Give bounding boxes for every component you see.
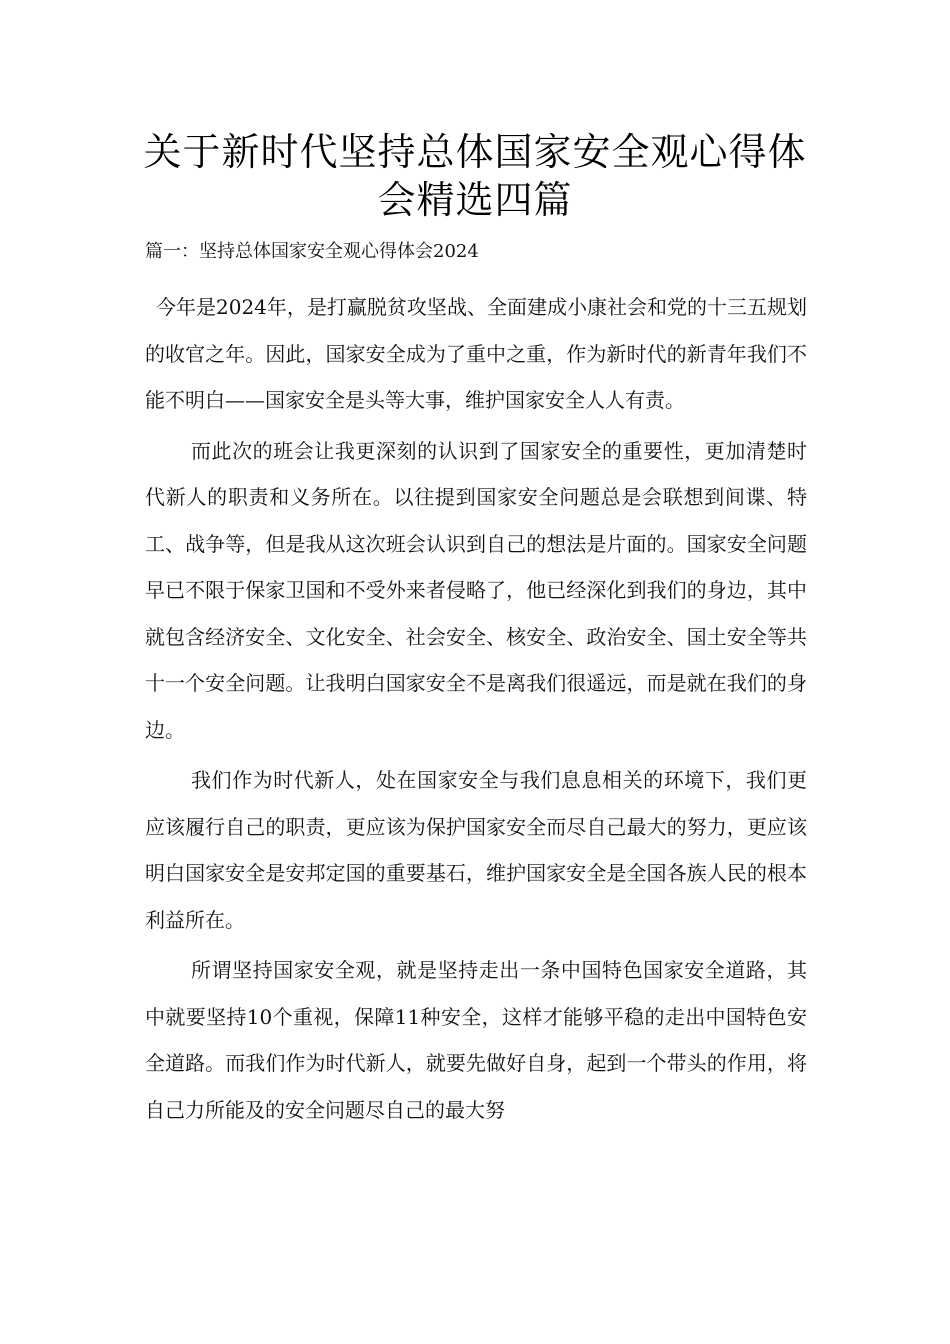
paragraph: 今年是2024年，是打赢脱贫攻坚战、全面建成小康社会和党的十三五规划的收官之年。因此，国家安全成为了重中之重，作为新时代的新青年我们不能不明白——国家安全是头等大事，维护国家安全人人有责。 <box>145 295 807 412</box>
paragraph: 而此次的班会让我更深刻的认识到了国家安全的重要性，更加清楚时代新人的职责和义务所在。以往提到国家安全问题总是会联想到间谍、特工、战争等，但是我从这次班会认识到自己的想法是片面的。国家安全问题早已不限于保家卫国和不受外来者侵略了，他已经深化到我们的身边，其中就包含经济安全、文化安全、社会安全、核安全、政治安全、国土安全等共十一个安全问题。让我明白国家安全不是离我们很遥远，而是就在我们的身边。 <box>145 438 807 742</box>
section-heading: 篇一：坚持总体国家安全观心得体会2024 <box>145 241 479 262</box>
paragraph: 所谓坚持国家安全观，就是坚持走出一条中国特色国家安全道路，其中就要坚持10个重视，保障11种安全，这样才能够平稳的走出中国特色安全道路。而我们作为时代新人，就要先做好自身，起到一个带头的作用，将自己力所能及的安全问题尽自己的最大努 <box>145 958 807 1122</box>
document-title: 关于新时代坚持总体国家安全观心得体会精选四篇 <box>143 130 807 222</box>
paragraph: 我们作为时代新人，处在国家安全与我们息息相关的环境下，我们更应该履行自己的职责，更应该为保护国家安全而尽自己最大的努力，更应该明白国家安全是安邦定国的重要基石，维护国家安全是全国各族人民的根本利益所在。 <box>145 768 807 932</box>
document-body <box>145 284 807 1137</box>
